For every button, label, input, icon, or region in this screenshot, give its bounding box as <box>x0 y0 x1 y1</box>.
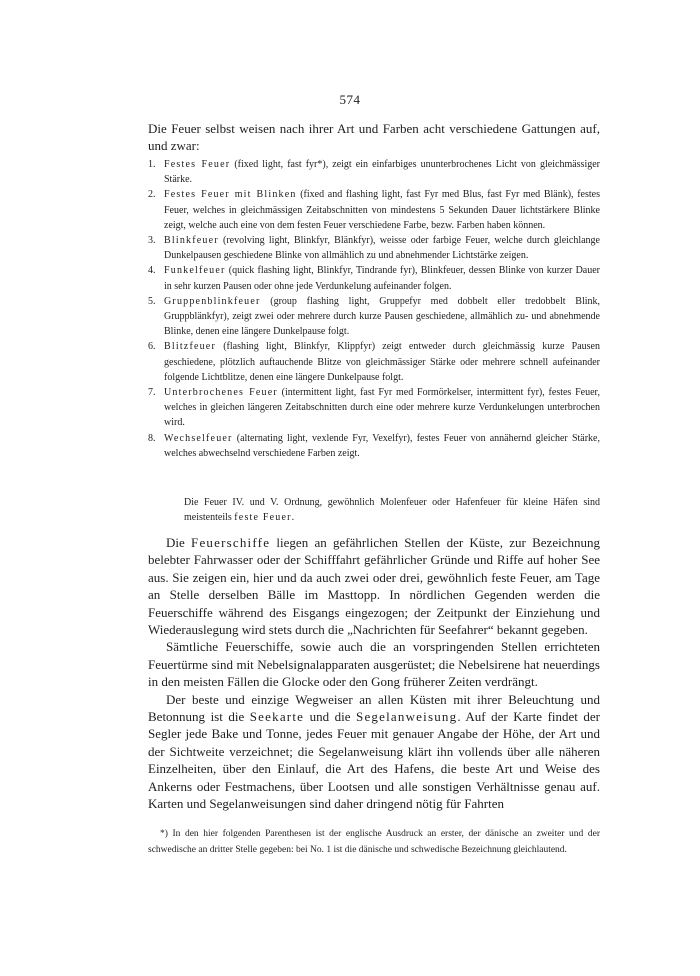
list-item-term: Funkelfeuer <box>164 265 226 277</box>
list-item-term: Wechselfeuer <box>164 432 233 444</box>
list-note-term: feste Feuer <box>234 512 292 524</box>
list-item-term: Blitzfeuer <box>164 341 216 353</box>
list-note-end: . <box>291 512 295 524</box>
list-item-term: Blinkfeuer <box>164 235 219 247</box>
list-item-text: (alternating light, vexlende Fyr, Vexelfyr), festes Feuer von annähernd gleicher Stärke, welches abwechselnd verschiedene Farben zeigt. <box>164 432 600 459</box>
paragraph-term: Feuerschiffe <box>191 535 271 550</box>
list-item <box>148 385 600 431</box>
paragraph-text: liegen an gefährlichen Stellen der Küste, zur Bezeichnung belebter Fahrwasser oder der Schifffahrt gefährlicher Gründe und Riffe auf hoher See aus. Sie zeigen ein, hier und da auch zwei oder drei, gewöhnlich feste Feuer, am Tage an Stelle derselben Bälle im Masttopp. In nördlichen Gegenden werden die Feuerschiffe während des Eisgangs eingezogen; der Zeitpunkt der Einziehung und Wiederauslegung wird stets durch die „Nachrichten für Seefahrer“ bekannt gegeben. <box>148 535 600 638</box>
list-item-text: (fixed and flashing light, fast Fyr med Blus, fast Fyr med Blänk), festes Feuer, welches in gleichmässigen Zeitabschnitten von mindestens 5 Sekunden Dauer lichtstärkere Blinke zeigt, welche auch eine von dem festen Feuer verschiedene Farbe, bezw. Farben haben können. <box>164 189 600 231</box>
list-item-term: Unterbrochenes Feuer <box>164 387 278 399</box>
list-item-number: 8. <box>148 432 156 444</box>
list-item-term: Festes Feuer <box>164 159 231 170</box>
paragraph-nebelsignal: Sämtliche Feuerschiffe, sowie auch die an vorspringenden Stellen errichteten Feuertürme sind mit Nebelsignalapparaten ausgerüstet; die Nebelsirene hat neuerdings in den meisten Fällen die Glocke oder den Gong früherer Zeiten verdrängt. <box>148 639 600 690</box>
paragraph-text: Der beste und einzige Wegweiser an allen Küsten mit ihrer Beleuchtung und Betonnung ist die <box>148 691 600 725</box>
paragraph-text: und die <box>304 709 357 725</box>
list-item <box>148 233 600 263</box>
footnote: *) In den hier folgenden Parenthesen ist der englische Ausdruck an erster, der dänische an zweiter und der schwedische an dritter Stelle gegeben: bei No. 1 ist die dänische und schwedische Bezeichnung gleichlautend. <box>148 829 600 855</box>
list-item-term: Festes Feuer mit Blinken <box>164 189 297 201</box>
paragraph-text: . Auf der Karte findet der Segler jede Bake und Tonne, jedes Feuer mit genauer Angabe der Höhe, der Art und der Sichtweite verzeichnet; die Segelanweisung klärt ihn vollends über alle näheren Einzelheiten, über den Einlauf, die Art des Hafens, die beste Art und Weise des Ankerns oder Festmachens, über Lootsen und alle sonstigen Verhältnisse genau auf. Karten und Segelanweisungen sind daher dringend nötig für Fahrten <box>148 709 601 812</box>
list-item <box>148 294 600 340</box>
list-item-number: 1. <box>148 159 156 170</box>
list-item <box>148 157 600 187</box>
light-types-list <box>148 157 600 461</box>
list-item <box>148 263 600 293</box>
paragraph-term: Seekarte <box>249 709 305 725</box>
page-number: 574 <box>339 92 361 107</box>
list-item <box>148 187 600 233</box>
list-item-number: 5. <box>148 295 156 307</box>
list-item-text: (fixed light, fast fyr*), zeigt ein einfarbiges ununterbrochenes Licht von gleichmässiger Stärke. <box>164 159 600 186</box>
list-item-number: 2. <box>148 189 156 201</box>
list-item-number: 4. <box>148 265 156 277</box>
intro-paragraph <box>148 120 600 154</box>
body-text <box>148 534 600 813</box>
list-note-text: Die Feuer IV. und V. Ordnung, gewöhnlich Molenfeuer oder Hafenfeuer für kleine Häfen sind meistenteils <box>184 497 600 524</box>
list-item <box>148 431 600 461</box>
list-item-text: (revolving light, Blinkfyr, Blänkfyr), weisse oder farbige Feuer, welche durch gleichlange Dunkelpausen geschiedene Blinke von allmählich zu und abnehmender Lichtstärke zeigen. <box>164 235 600 262</box>
list-item-text: (flashing light, Blinkfyr, Klippfyr) zeigt entweder durch gleichmässig kurze Pausen geschiedene, plötzlich auftauchende Blitze von gleichmässiger Stärke oder mehrere schnell aufeinander folgende Lichtblitze, denen eine längere Dunkelpause folgt. <box>164 341 600 383</box>
list-item-text: (quick flashing light, Blinkfyr, Tindrande fyr), Blinkfeuer, dessen Blinke von kurzer Dauer in sehr kurzen Pausen oder ohne jede Verdunkelung aufeinander folgen. <box>164 265 600 292</box>
list-item <box>148 339 600 385</box>
paragraph-feuerschiffe <box>148 534 600 638</box>
list-item-number: 3. <box>148 235 156 247</box>
list-note <box>184 495 600 525</box>
paragraph-term: Segelanweisung <box>356 709 458 725</box>
list-item-text: (group flashing light, Gruppefyr med dobbelt eller tredobbelt Blink, Gruppblänkfyr), zeigt zwei oder mehrere durch kurze Pausen geschiedene, allmählich zu- und abnehmende Blinke, denen eine längere Dunkelpause folgt. <box>164 295 600 338</box>
list-item-term: Gruppenblinkfeuer <box>164 295 261 307</box>
paragraph-text: Die <box>166 535 192 550</box>
list-item-number: 6. <box>148 341 156 353</box>
list-item-number: 7. <box>148 387 156 399</box>
intro-text: Die Feuer selbst weisen nach ihrer Art und Farben acht verschiedene Gattungen auf, und zwar: <box>148 121 600 153</box>
list-item-text: (intermittent light, fast Fyr med Formörkelser, intermittent fyr), festes Feuer, welches in gleichen längeren Zeitabschnitten durch eine oder mehrere kurze Verdunkelungen unterbrochen wird. <box>164 387 600 429</box>
paragraph-wegweiser <box>148 691 600 813</box>
